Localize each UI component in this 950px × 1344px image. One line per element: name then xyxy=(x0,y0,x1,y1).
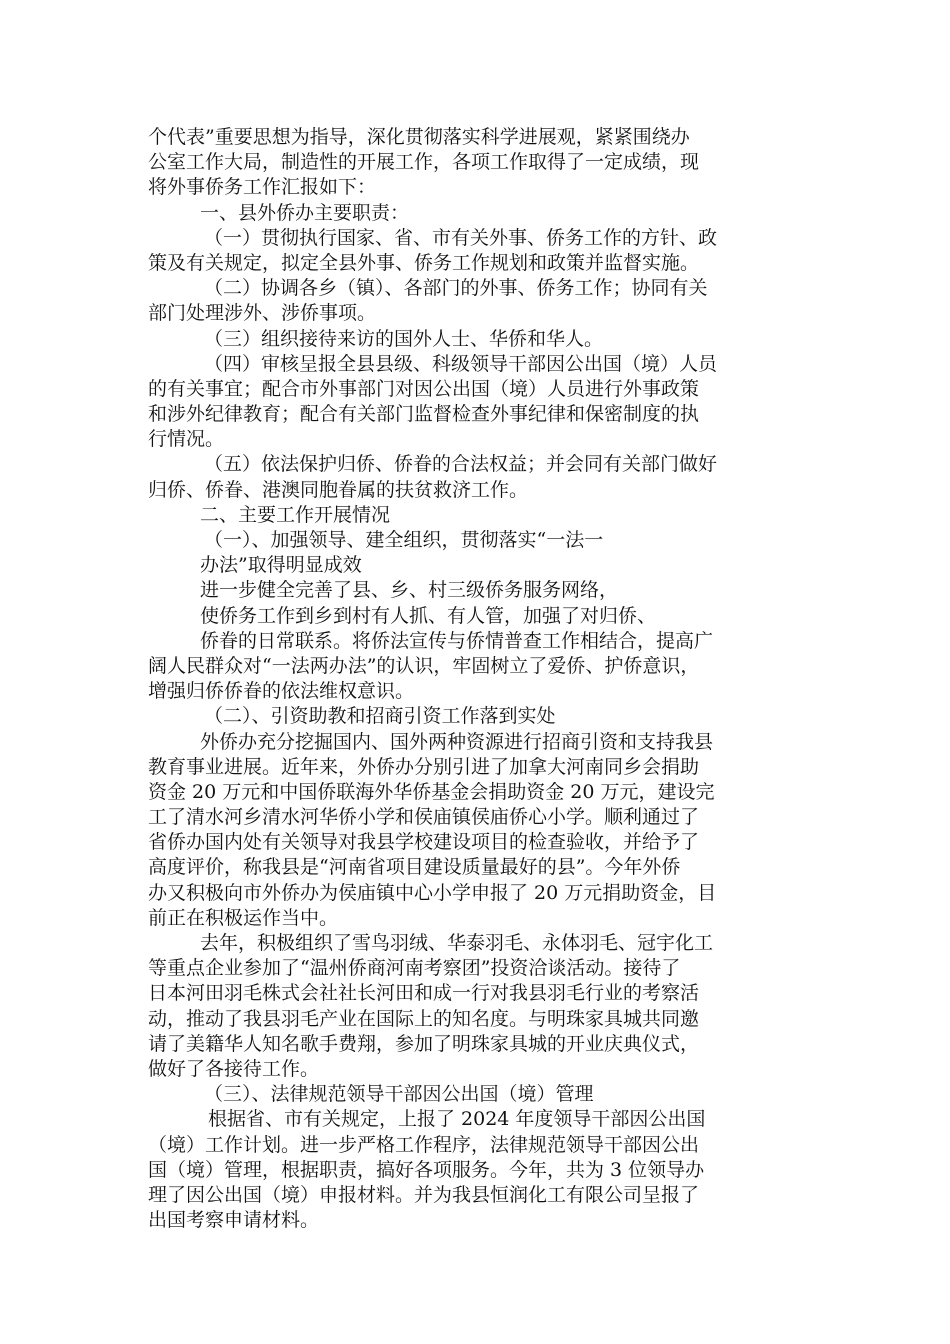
body-line: 行情况。 xyxy=(148,428,225,451)
subsection-heading: （一）、加强领导、建全组织，贯彻落实“一法一 xyxy=(204,529,604,551)
subsection-heading: （三）、法律规范领导干部因公出国（境）管理 xyxy=(204,1083,594,1106)
body-line: 日本河田羽毛株式会社社长河田和成一行对我县羽毛行业的考察活 xyxy=(148,982,700,1005)
body-line: 个代表”重要思想为指导，深化贯彻落实科学进展观，紧紧围绕办 xyxy=(148,126,690,148)
body-line: 归侨、侨眷、港澳同胞眷属的扶贫救济工作。 xyxy=(148,478,529,501)
body-line: 动，推动了我县羽毛产业在国际上的知名度。与明珠家具城共同邀 xyxy=(148,1007,700,1030)
body-line: （四）审核呈报全县县级、科级领导干部因公出国（境）人员 xyxy=(204,352,718,375)
subsection-heading: （二）、引资助教和招商引资工作落到实处 xyxy=(204,705,556,728)
body-line: 根据省、市有关规定，上报了 2024 年度领导干部因公出国 xyxy=(208,1108,706,1131)
body-line: 阔人民群众对“一法两办法”的认识，牢固树立了爱侨、护侨意识， xyxy=(148,654,700,677)
body-line: 使侨务工作到乡到村有人抓、有人管，加强了对归侨、 xyxy=(200,604,657,627)
body-line: 教育事业进展。近年来，外侨办分别引进了加拿大河南同乡会捐助 xyxy=(148,755,700,778)
body-line: 工了清水河乡清水河华侨小学和侯庙镇侯庙侨心小学。顺利通过了 xyxy=(148,806,700,829)
body-line: （一）贯彻执行国家、省、市有关外事、侨务工作的方针、政 xyxy=(204,226,718,249)
body-line: （境）工作计划。进一步严格工作程序，法律规范领导干部因公出 xyxy=(148,1133,700,1156)
body-line: 去年，积极组织了雪鸟羽绒、华泰羽毛、永体羽毛、冠宇化工 xyxy=(200,932,714,954)
body-line: 进一步健全完善了县、乡、村三级侨务服务网络， xyxy=(200,579,619,602)
body-line: 部门处理涉外、涉侨事项。 xyxy=(148,302,377,325)
document-body xyxy=(148,125,818,1233)
body-line: 出国考察申请材料。 xyxy=(148,1209,320,1232)
body-line: 外侨办充分挖掘国内、国外两种资源进行招商引资和支持我县 xyxy=(200,730,714,753)
body-line: 前正在积极运作当中。 xyxy=(148,906,339,929)
body-line: 省侨办国内处有关领导对我县学校建设项目的检查验收，并给予了 xyxy=(148,831,700,854)
body-line: 公室工作大局，制造性的开展工作，各项工作取得了一定成绩，现 xyxy=(148,151,700,174)
section-heading-duties: 一、县外侨办主要职责： xyxy=(200,201,410,224)
body-line: 侨眷的日常联系。将侨法宣传与侨情普查工作相结合，提高广 xyxy=(200,629,714,652)
body-line: 增强归侨侨眷的依法维权意识。 xyxy=(148,680,415,703)
body-line: 办又积极向市外侨办为侯庙镇中心小学申报了 20 万元捐助资金，目 xyxy=(148,881,717,904)
body-line: 做好了各接待工作。 xyxy=(148,1057,320,1080)
body-line: 国（境）管理，根据职责，搞好各项服务。今年，共为 3 位领导办 xyxy=(148,1158,705,1181)
subsection-heading: 办法”取得明显成效 xyxy=(200,554,362,577)
body-line: 的有关事宜；配合市外事部门对因公出国（境）人员进行外事政策 xyxy=(148,377,700,400)
section-heading-work: 二、主要工作开展情况 xyxy=(200,503,391,526)
body-line: （三）组织接待来访的国外人士、华侨和华人。 xyxy=(204,327,604,350)
body-line: 将外事侨务工作汇报如下： xyxy=(148,176,377,199)
body-line: 策及有关规定，拟定全县外事、侨务工作规划和政策并监督实施。 xyxy=(148,251,700,274)
body-line: （二）协调各乡（镇）、各部门的外事、侨务工作；协同有关 xyxy=(204,277,708,300)
body-line: 请了美籍华人知名歌手费翔，参加了明珠家具城的开业庆典仪式， xyxy=(148,1032,700,1055)
body-line: 和涉外纪律教育；配合有关部门监督检查外事纪律和保密制度的执 xyxy=(148,403,700,426)
body-line: 理了因公出国（境）申报材料。并为我县恒润化工有限公司呈报了 xyxy=(148,1183,700,1206)
body-line: （五）依法保护归侨、侨眷的合法权益；并会同有关部门做好 xyxy=(204,453,718,476)
body-line: 等重点企业参加了“温州侨商河南考察团”投资洽谈活动。接待了 xyxy=(148,957,681,980)
body-line: 高度评价，称我县是“河南省项目建设质量最好的县”。今年外侨 xyxy=(148,856,681,879)
body-line: 资金 20 万元和中国侨联海外华侨基金会捐助资金 20 万元，建设完 xyxy=(148,780,715,803)
